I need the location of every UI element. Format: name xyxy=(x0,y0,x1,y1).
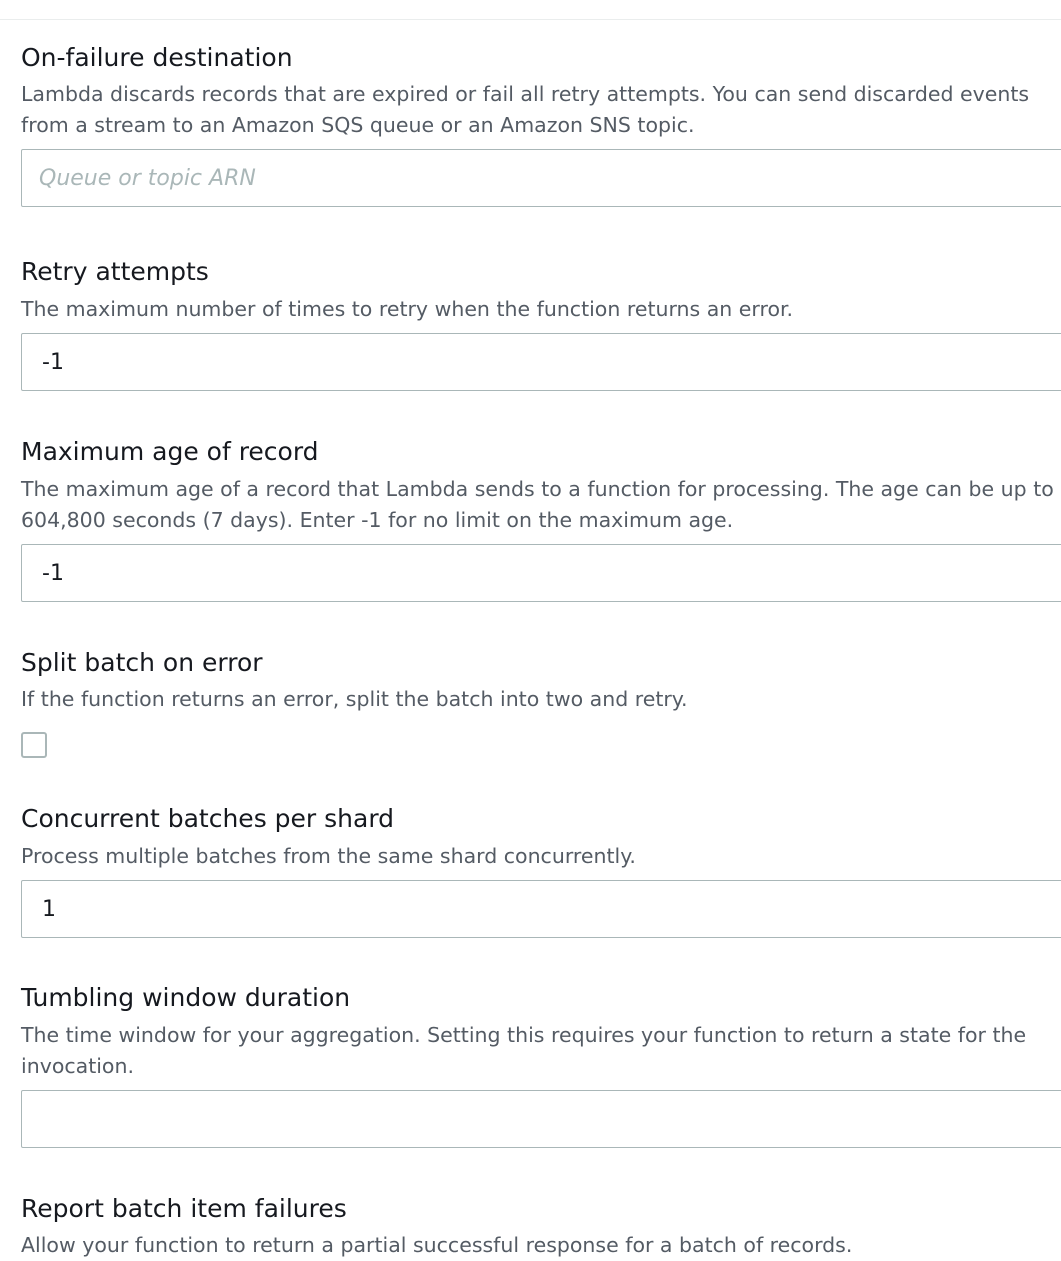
on-failure-destination-description: Lambda discards records that are expired or fail all retry attempts. You can send discarded events from a stream to an Amazon SQS queue or an Amazon SNS topic. xyxy=(21,82,1030,137)
tumbling-window-duration-label: Tumbling window duration xyxy=(21,983,351,1012)
maximum-age-of-record-input[interactable] xyxy=(21,544,1061,602)
retry-attempts-label: Retry attempts xyxy=(21,257,209,286)
split-batch-on-error-checkbox[interactable] xyxy=(21,732,47,758)
on-failure-destination-label: On-failure destination xyxy=(21,43,293,72)
on-failure-destination-input[interactable] xyxy=(21,149,1061,207)
split-batch-on-error-label: Split batch on error xyxy=(21,648,263,677)
concurrent-batches-per-shard-description: Process multiple batches from the same shard concurrently. xyxy=(21,844,636,868)
split-batch-on-error-description: If the function returns an error, split the batch into two and retry. xyxy=(21,687,688,711)
retry-attempts-input[interactable] xyxy=(21,333,1061,391)
section-divider xyxy=(0,19,1061,20)
report-batch-item-failures-label: Report batch item failures xyxy=(21,1194,347,1223)
tumbling-window-duration-description: The time window for your aggregation. Setting this requires your function to return a state for the invocation. xyxy=(21,1023,1027,1078)
retry-attempts-description: The maximum number of times to retry when the function returns an error. xyxy=(21,297,794,321)
report-batch-item-failures-description: Allow your function to return a partial successful response for a batch of records. xyxy=(21,1233,853,1257)
tumbling-window-duration-input[interactable] xyxy=(21,1090,1061,1148)
concurrent-batches-per-shard-label: Concurrent batches per shard xyxy=(21,804,395,833)
maximum-age-of-record-description: The maximum age of a record that Lambda sends to a function for processing. The age can be up to 604,800 seconds (7 days). Enter -1 for no limit on the maximum age. xyxy=(21,477,1054,532)
concurrent-batches-per-shard-input[interactable] xyxy=(21,880,1061,938)
maximum-age-of-record-label: Maximum age of record xyxy=(21,437,319,466)
